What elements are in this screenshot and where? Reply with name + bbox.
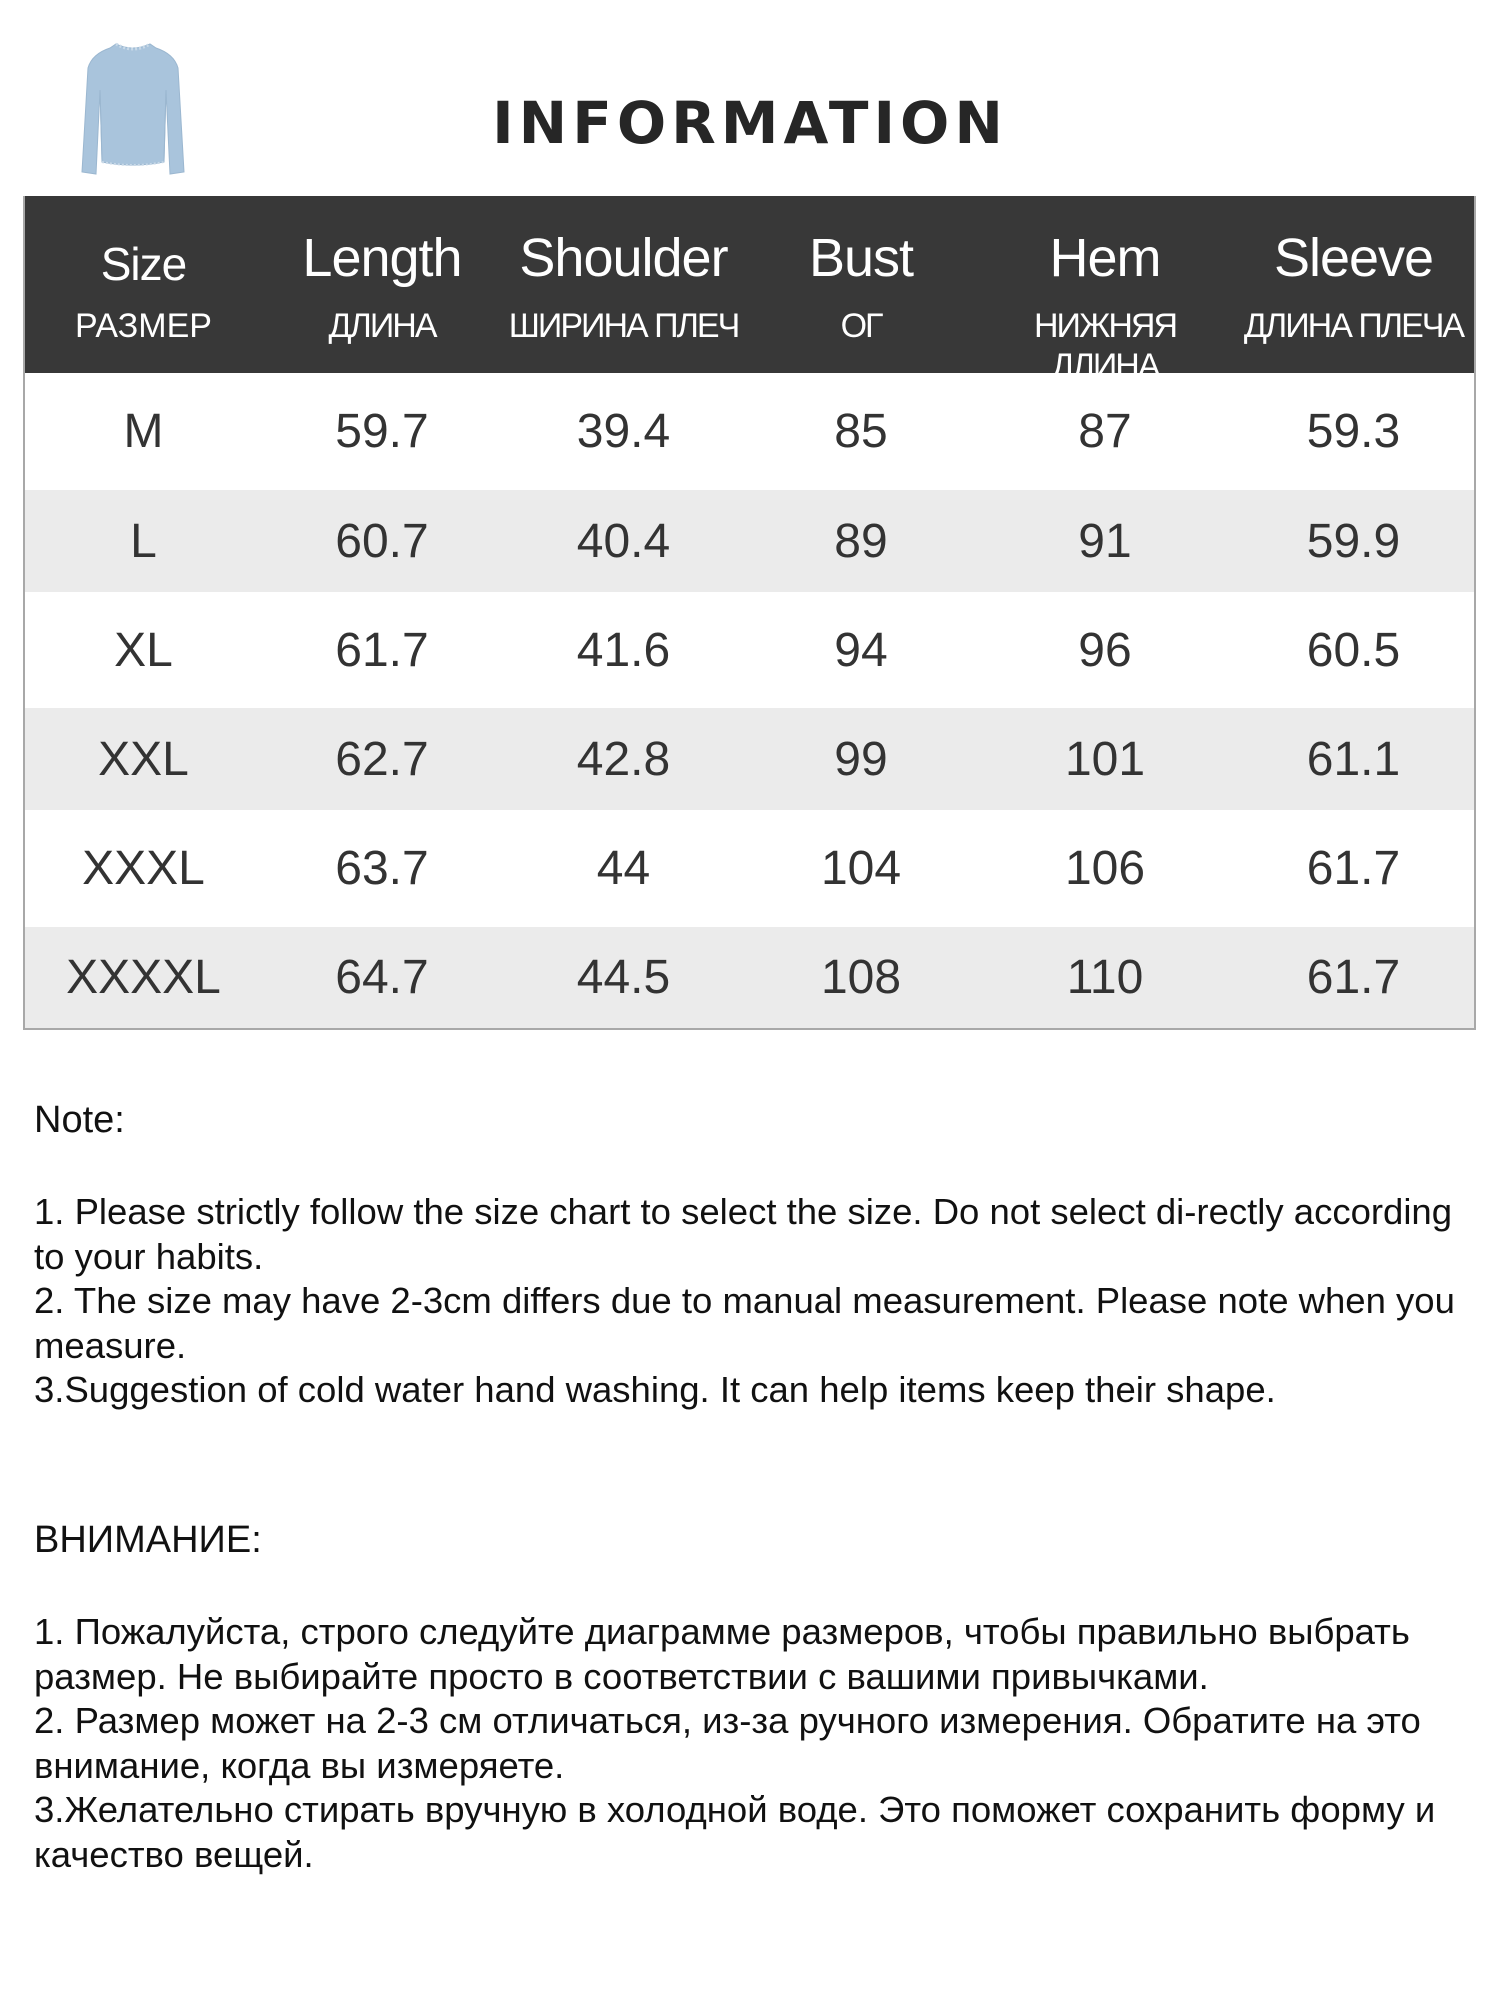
column-header-ru: ДЛИНА ПЛЕЧА	[1243, 307, 1464, 345]
column-header-size	[25, 196, 262, 373]
table-row	[25, 927, 1474, 1028]
cell-bust: 85	[834, 405, 888, 458]
column-header-en: Size	[100, 238, 187, 290]
note-item: 1. Please strictly follow the size chart to select the size. Do not select di-rectly according to your habits.	[34, 1191, 1453, 1277]
cell-shoulder: 40.4	[576, 514, 671, 568]
table-header	[25, 196, 1474, 385]
notes-ru-section	[34, 1518, 1474, 1562]
cell-length: 59.7	[335, 405, 429, 458]
cell-size: XXXXL	[66, 951, 221, 1004]
cell-hem: 106	[1064, 842, 1146, 895]
page-title: INFORMATION	[492, 89, 1008, 157]
table-row	[25, 708, 1474, 810]
table-row	[25, 373, 1474, 490]
size-chart-table	[23, 196, 1476, 1030]
cell-length: 63.7	[335, 842, 429, 895]
cell-size: XXXL	[82, 842, 205, 895]
note-item: 3.Suggestion of cold water hand washing. It can help items keep their shape.	[34, 1369, 1276, 1410]
column-header-en: Length	[302, 228, 462, 288]
cell-bust: 108	[820, 951, 902, 1004]
notes-en-list	[34, 1190, 1474, 1413]
cell-shoulder: 44	[596, 842, 651, 895]
cell-length: 61.7	[335, 623, 429, 677]
cell-hem: 96	[1078, 623, 1132, 677]
column-header-en: Sleeve	[1273, 228, 1434, 288]
column-header-en: Hem	[1049, 228, 1161, 288]
column-header-ru: ОГ	[840, 307, 882, 345]
cell-size: XL	[114, 623, 173, 677]
cell-length: 62.7	[335, 732, 429, 786]
cell-shoulder: 44.5	[576, 951, 671, 1004]
column-header-ru: ШИРИНА ПЛЕЧ	[508, 307, 739, 345]
cell-bust: 104	[820, 842, 902, 895]
cell-hem: 110	[1066, 951, 1144, 1004]
cell-shoulder: 41.6	[576, 623, 671, 677]
notes-en-section	[34, 1098, 1474, 1142]
cell-shoulder: 42.8	[576, 732, 671, 786]
cell-sleeve: 61.7	[1306, 842, 1401, 895]
cell-hem: 101	[1064, 732, 1146, 786]
table-row	[25, 490, 1474, 592]
note-item: 1. Пожалуйста, строго следуйте диаграмме размеров, чтобы правильно выбрать размер. Не выбирайте просто в соответствии с вашими привычками.	[34, 1611, 1410, 1697]
cell-shoulder: 39.4	[576, 405, 671, 458]
notes-ru-heading: ВНИМАНИЕ:	[34, 1519, 262, 1561]
cell-bust: 99	[834, 732, 888, 786]
column-header-shoulder	[502, 196, 745, 373]
column-header-ru: НИЖНЯЯ ДЛИНА	[1033, 307, 1177, 385]
cell-size: M	[123, 405, 164, 458]
cell-sleeve: 60.5	[1306, 623, 1401, 677]
cell-hem: 87	[1078, 405, 1132, 458]
cell-length: 60.7	[335, 514, 429, 568]
cell-length: 64.7	[335, 951, 429, 1004]
note-item: 3.Желательно стирать вручную в холодной воде. Это поможет сохранить форму и качество вещей.	[34, 1789, 1436, 1875]
notes-ru-list	[34, 1610, 1474, 1877]
column-header-hem	[977, 196, 1233, 385]
column-header-en: Shoulder	[519, 228, 728, 288]
cell-bust: 94	[834, 623, 888, 677]
column-header-en: Bust	[808, 228, 914, 288]
cell-size: L	[130, 514, 157, 568]
note-item: 2. The size may have 2-3cm differs due to manual measurement. Please note when you measure.	[34, 1280, 1455, 1366]
cell-sleeve: 61.7	[1306, 951, 1401, 1004]
table-row	[25, 810, 1474, 927]
table-row	[25, 592, 1474, 708]
notes-en-heading: Note:	[34, 1099, 125, 1141]
column-header-ru: ДЛИНА	[328, 307, 436, 345]
cell-size: XXL	[98, 732, 189, 786]
cell-sleeve: 59.3	[1306, 405, 1401, 458]
note-item: 2. Размер может на 2-3 см отличаться, из-за ручного измерения. Обратите на это внимание, когда вы измеряете.	[34, 1700, 1421, 1786]
cell-sleeve: 61.1	[1306, 732, 1401, 786]
column-header-bust	[745, 196, 977, 373]
column-header-ru: РАЗМЕР	[75, 307, 212, 345]
column-header-length	[262, 196, 502, 373]
cell-hem: 91	[1078, 514, 1132, 568]
column-header-sleeve	[1233, 196, 1474, 373]
cell-bust: 89	[834, 514, 888, 568]
cell-sleeve: 59.9	[1306, 514, 1401, 568]
